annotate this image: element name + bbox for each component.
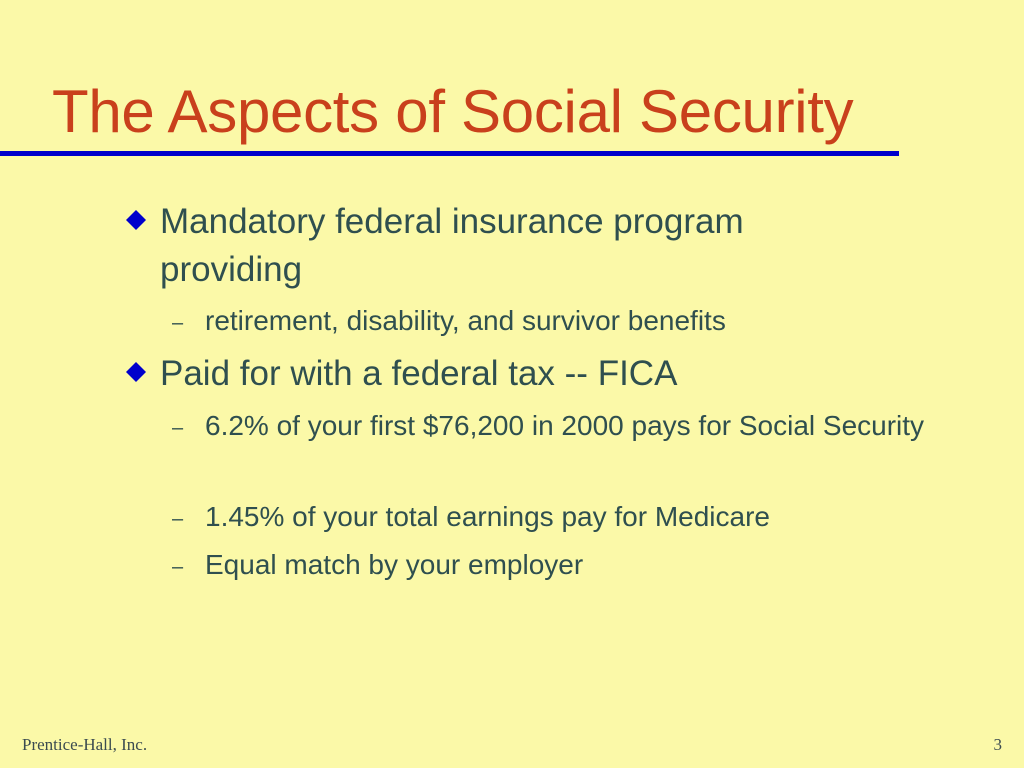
bullet-item <box>124 350 944 400</box>
bullet-item <box>124 198 944 294</box>
sub-bullet-text: 1.45% of your total earnings pay for Medicare <box>205 501 770 532</box>
dash-marker: – <box>172 417 184 439</box>
footer-publisher: Prentice-Hall, Inc. <box>22 735 148 754</box>
slide-title: The Aspects of Social Security <box>52 78 854 145</box>
diamond-bullet-icon <box>124 207 154 237</box>
sub-bullet-item <box>172 497 972 537</box>
sub-bullet-item <box>172 545 972 585</box>
sub-bullet-item <box>172 301 972 341</box>
sub-bullet-item <box>172 406 972 486</box>
dash-marker: – <box>172 312 184 334</box>
dash-marker: – <box>172 556 184 578</box>
sub-bullet-text: 6.2% of your first $76,200 in 2000 pays for Social Security <box>205 410 925 441</box>
diamond-bullet-icon <box>124 359 154 389</box>
bullet-text: Paid for with a federal tax -- FICA <box>160 354 678 393</box>
sub-bullet-text: retirement, disability, and survivor benefits <box>205 305 726 336</box>
sub-bullet-text: Equal match by your employer <box>205 549 584 580</box>
bullet-text: Mandatory federal insurance program providing <box>160 202 744 289</box>
page-number: 3 <box>993 735 1002 754</box>
dash-marker: – <box>172 508 184 530</box>
